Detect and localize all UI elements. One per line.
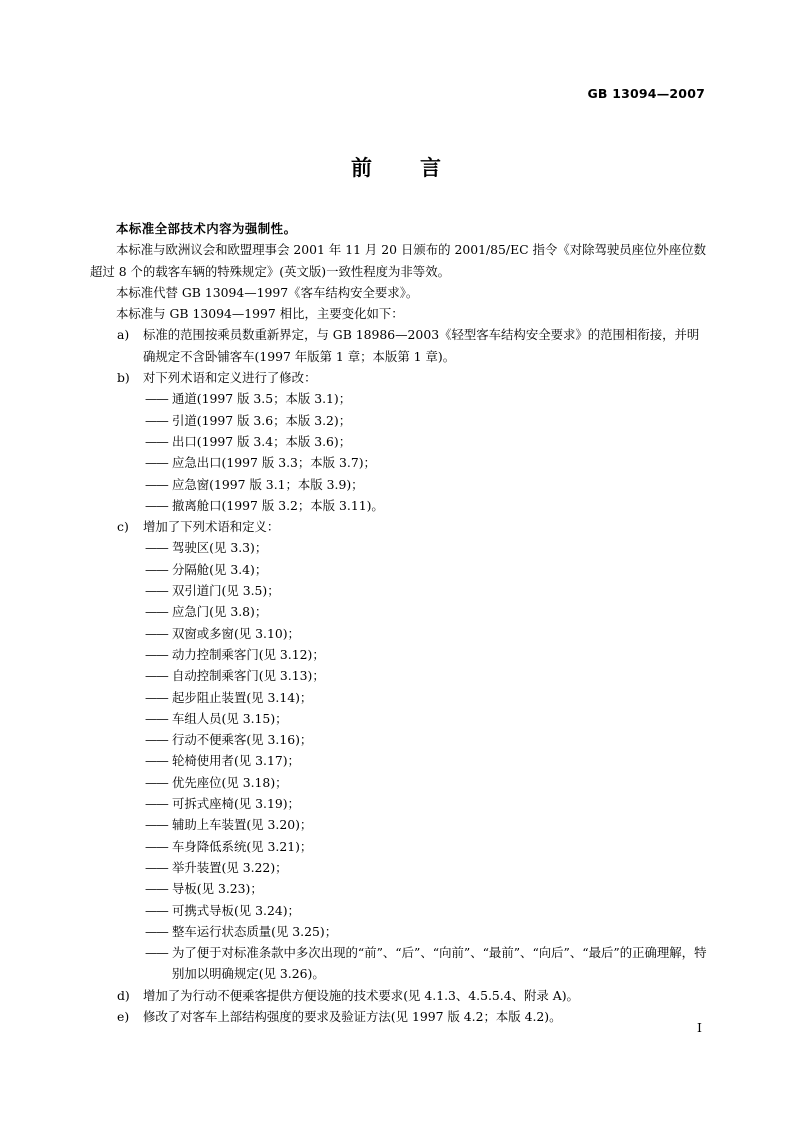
term-item: —— 导板(见 3.23)； xyxy=(90,878,708,899)
term-item: —— 为了便于对标准条款中多次出现的“前”、“后”、“向前”、“最前”、“向后”、“最后”的正确理解，特别加以明确规定(见 3.26)。 xyxy=(90,942,708,985)
dash-mark: —— xyxy=(145,838,168,854)
term-item: —— 轮椅使用者(见 3.17)； xyxy=(90,750,708,771)
paragraph-changes-intro: 本标准与 GB 13094—1997 相比，主要变化如下： xyxy=(116,306,404,322)
list-item-b xyxy=(90,367,708,388)
list-label: e) xyxy=(117,1008,130,1024)
dash-mark: —— xyxy=(145,796,168,812)
term-item: —— 应急门(见 3.8)； xyxy=(90,601,708,622)
term-item: —— 可携式导板(见 3.24)； xyxy=(90,900,708,921)
dash-mark: —— xyxy=(145,923,168,939)
term-item: —— 车身降低系统(见 3.21)； xyxy=(90,836,708,857)
paragraph-equivalence: 本标准与欧洲议会和欧盟理事会 2001 年 11 月 20 日颁布的 2001/85/EC 指令《对除驾驶员座位外座位数超过 8 个的载客车辆的特殊规定》(英文版)一致性程度为非等效。 xyxy=(90,242,707,279)
term-item: —— 车组人员(见 3.15)； xyxy=(90,708,708,729)
term-item: —— 撤离舱口(1997 版 3.2；本版 3.11)。 xyxy=(90,495,708,516)
term-item: —— 举升装置(见 3.22)； xyxy=(90,857,708,878)
dash-mark: —— xyxy=(145,561,168,577)
dash-mark: —— xyxy=(145,583,168,599)
list-item-e xyxy=(90,1006,708,1027)
list-label: b) xyxy=(117,370,130,386)
term-item: —— 双窗或多窗(见 3.10)； xyxy=(90,623,708,644)
list-text: 增加了下列术语和定义： xyxy=(143,519,280,535)
list-item-d xyxy=(90,985,708,1006)
dash-mark: —— xyxy=(145,625,168,641)
modified-terms-list xyxy=(90,388,708,516)
list-text: 修改了对客车上部结构强度的要求及验证方法(见 1997 版 4.2；本版 4.2)。 xyxy=(143,1008,562,1024)
dash-mark: —— xyxy=(145,710,168,726)
term-item: —— 驾驶区(见 3.3)； xyxy=(90,537,708,558)
dash-mark: —— xyxy=(145,646,168,662)
dash-mark: —— xyxy=(145,604,168,620)
term-item: —— 分隔舱(见 3.4)； xyxy=(90,559,708,580)
title-char-1: 前 xyxy=(351,156,374,180)
term-item: —— 出口(1997 版 3.4；本版 3.6)； xyxy=(90,431,708,452)
dash-mark: —— xyxy=(145,689,168,705)
dash-mark: —— xyxy=(145,391,168,407)
mandatory-statement: 本标准全部技术内容为强制性。 xyxy=(116,221,297,236)
list-text: 增加了为行动不便乘客提供方便设施的技术要求(见 4.1.3、4.5.5.4、附录 A)。 xyxy=(143,987,579,1003)
dash-mark: —— xyxy=(145,753,168,769)
list-label: a) xyxy=(117,327,130,343)
dash-mark: —— xyxy=(145,540,168,556)
dash-mark: —— xyxy=(145,945,168,961)
foreword-body xyxy=(90,218,708,1027)
dash-mark: —— xyxy=(145,732,168,748)
dash-mark: —— xyxy=(145,412,168,428)
page-number: I xyxy=(697,1020,702,1035)
dash-mark: —— xyxy=(145,433,168,449)
term-item: —— 起步阻止装置(见 3.14)； xyxy=(90,687,708,708)
term-item: —— 行动不便乘客(见 3.16)； xyxy=(90,729,708,750)
standard-code: GB 13094—2007 xyxy=(587,86,705,101)
paragraph-replaces: 本标准代替 GB 13094—1997《客车结构安全要求》。 xyxy=(116,284,419,300)
list-label: d) xyxy=(117,987,130,1003)
list-label: c) xyxy=(117,519,129,535)
page-title xyxy=(0,152,794,182)
term-item: —— 辅助上车装置(见 3.20)； xyxy=(90,814,708,835)
list-text: 对下列术语和定义进行了修改： xyxy=(143,370,317,386)
term-item: —— 引道(1997 版 3.6；本版 3.2)； xyxy=(90,410,708,431)
term-item: —— 动力控制乘客门(见 3.12)； xyxy=(90,644,708,665)
dash-mark: —— xyxy=(145,817,168,833)
added-terms-list xyxy=(90,537,708,984)
term-item: —— 双引道门(见 3.5)； xyxy=(90,580,708,601)
dash-mark: —— xyxy=(145,476,168,492)
dash-mark: —— xyxy=(145,774,168,790)
list-text: 标准的范围按乘员数重新界定，与 GB 18986—2003《轻型客车结构安全要求》的范围相衔接，并明确规定不含卧铺客车(1997 年版第 1 章；本版第 1 章)。 xyxy=(143,327,700,364)
dash-mark: —— xyxy=(145,881,168,897)
term-item: —— 应急窗(1997 版 3.1；本版 3.9)； xyxy=(90,474,708,495)
dash-mark: —— xyxy=(145,497,168,513)
term-item: —— 优先座位(见 3.18)； xyxy=(90,772,708,793)
list-item-a xyxy=(90,324,708,367)
term-item: —— 通道(1997 版 3.5；本版 3.1)； xyxy=(90,388,708,409)
title-char-2: 言 xyxy=(420,156,443,180)
dash-mark: —— xyxy=(145,859,168,875)
dash-mark: —— xyxy=(145,455,168,471)
dash-mark: —— xyxy=(145,902,168,918)
term-item: —— 应急出口(1997 版 3.3；本版 3.7)； xyxy=(90,452,708,473)
list-item-c xyxy=(90,516,708,537)
term-item: —— 自动控制乘客门(见 3.13)； xyxy=(90,665,708,686)
term-item: —— 整车运行状态质量(见 3.25)； xyxy=(90,921,708,942)
term-item: —— 可拆式座椅(见 3.19)； xyxy=(90,793,708,814)
dash-mark: —— xyxy=(145,668,168,684)
